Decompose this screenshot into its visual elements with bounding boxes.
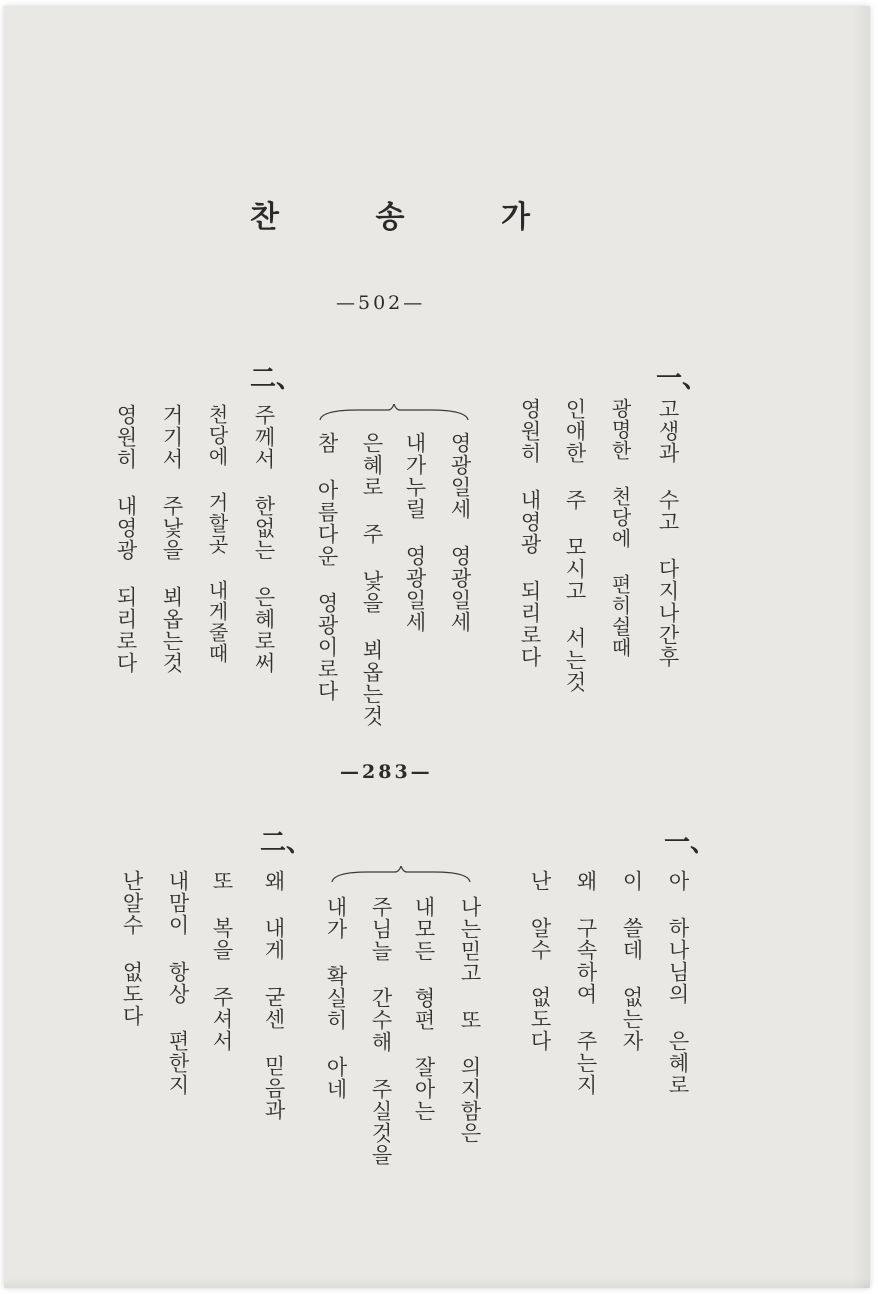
hymn-283-refrain-line-1: 나는믿고 또 의지함은 <box>458 896 482 1144</box>
hymn-283-verse-1-line-1: 아 하나님의 은혜로 <box>666 870 690 1096</box>
hymn-283-verse-1-line-4: 난 알수 없도다 <box>528 870 552 1052</box>
hymn-502-verse-1-line-3: 인애한 주 모시고 서는것 <box>563 398 587 693</box>
hymn-502-verse-1-line-1: 고생과 수고 다지나간후 <box>656 398 680 668</box>
refrain-brace-502 <box>318 404 470 422</box>
hymn-502-refrain-line-3: 은혜로 주 낯을 뵈옵는것 <box>360 432 384 727</box>
verse-1-mark: 一、 <box>664 828 717 858</box>
hymn-283-verse-2-line-2: 또 복을 주셔서 <box>210 870 234 1052</box>
hymn-283-refrain-line-2: 내모든 형편 잘아는 <box>412 896 436 1122</box>
title-char-3: 가 <box>501 200 530 235</box>
hymn-502-verse-1-line-2: 광명한 천당에 편히쉴때 <box>608 398 632 658</box>
hymn-283-verse-2-line-1: 왜 내게 굳센 믿음과 <box>262 870 286 1121</box>
hymn-283-verse-1-line-3: 왜 구속하여 주는지 <box>574 870 598 1096</box>
hymn-502-refrain-line-2: 내가누릴 영광일세 <box>403 432 427 633</box>
hymn-502-refrain-line-4: 참 아름다운 영광이로다 <box>315 432 339 702</box>
hymn-502-verse-2-line-2: 천당에 거할곳 내게줄때 <box>205 404 229 664</box>
hymn-283-verse-2-line-4: 난알수 없도다 <box>120 870 144 1027</box>
paper-edge-shade-right <box>852 6 870 1288</box>
page-title <box>250 192 530 236</box>
paper-edge-shade-bottom <box>4 1278 870 1288</box>
hymn-502-verse-1-line-4: 영원히 내영광 되리로다 <box>518 398 542 668</box>
verse-1-mark: 一、 <box>656 364 709 394</box>
hymn-283-verse-1-line-2: 이 쓸데 없는자 <box>620 870 644 1052</box>
title-char-2: 송 <box>375 200 405 235</box>
hymn-283-refrain-line-4: 내가 확실히 아네 <box>324 896 348 1100</box>
hymn-502-verse-2-line-1: 주께서 한없는 은혜로써 <box>252 404 276 674</box>
hymn-283-refrain-line-3: 주님늘 간수해 주실것을 <box>369 896 393 1166</box>
hymn-502-refrain-line-1: 영광일세 영광일세 <box>448 432 472 633</box>
hymn-502-verse-2-line-3: 거기서 주낯을 뵈옵는것 <box>160 404 184 674</box>
refrain-brace-283 <box>330 866 472 884</box>
verse-2-mark: 二、 <box>260 828 313 858</box>
hymn-283-verse-2-line-3: 내맘이 항상 편한지 <box>166 870 190 1096</box>
verse-2-mark: 二、 <box>250 364 303 394</box>
hymn-number-502: —502— <box>336 292 426 314</box>
title-char-1: 찬 <box>250 200 279 235</box>
hymn-502-verse-2-line-4: 영원히 내영광 되리로다 <box>114 404 138 674</box>
hymn-number-283: —283— <box>340 761 433 783</box>
